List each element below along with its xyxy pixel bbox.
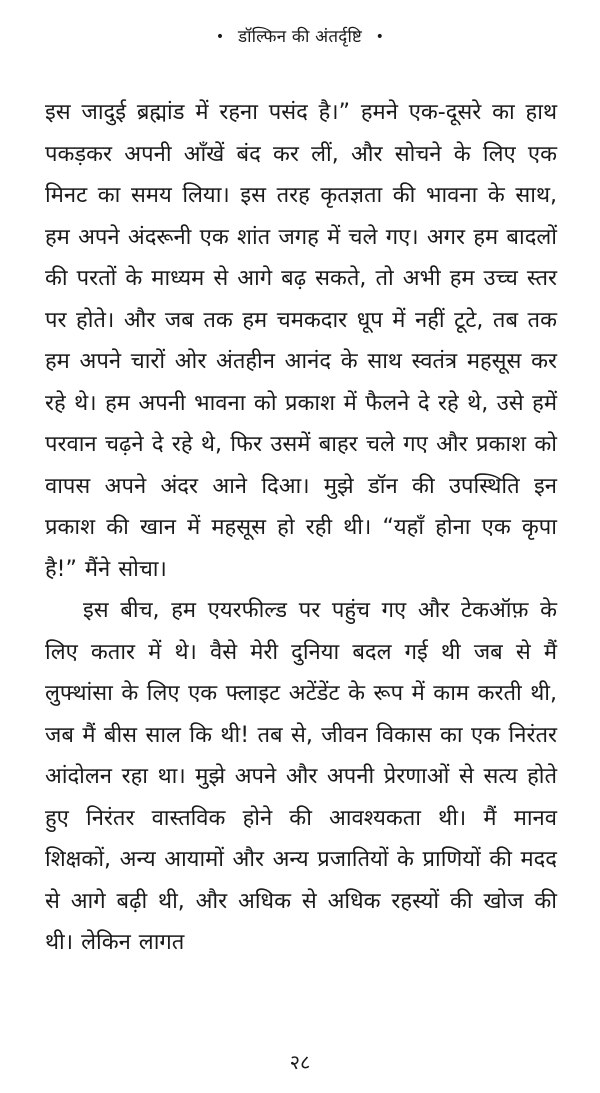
- header-bullet-right: •: [375, 29, 385, 45]
- body-text: [45, 92, 557, 964]
- page-number: २८: [289, 1050, 311, 1074]
- paragraph-2: इस बीच, हम एयरफील्ड पर पहुंच गए और टेकऑफ़ के लिए कतार में थे। वैसे मेरी दुनिया बदल गई थी जब से मैं लुफ्थांसा के लिए एक फ्लाइट अटेंडेंट के रूप में काम करती थी, जब मैं बीस साल कि थी! तब से, जीवन विकास का एक निरंतर आंदोलन रहा था। मुझे अपने और अपनी प्रेरणाओं से सत्य होते हुए निरंतर वास्तविक होने की आवश्यकता थी। मैं मानव शिक्षकों, अन्य आयामों और अन्य प्रजातियों के प्राणियों की मदद से आगे बढ़ी थी, और अधिक से अधिक रहस्यों की खोज की थी। लेकिन लागत: [45, 598, 557, 955]
- header-bullet-left: •: [215, 29, 225, 45]
- running-header: [0, 24, 600, 47]
- paragraph-1: इस जादुई ब्रह्मांड में रहना पसंद है।” हमने एक-दूसरे का हाथ पकड़कर अपनी आँखें बंद कर लीं, और सोचने के लिए एक मिनट का समय लिया। इस तरह कृतज्ञता की भावना के साथ, हम अपने अंदरूनी एक शांत जगह में चले गए। अगर हम बादलों की परतों के माध्यम से आगे बढ़ सकते, तो अभी हम उच्च स्तर पर होते। और जब तक हम चमकदार धूप में नहीं टूटे, तब तक हम अपने चारों ओर अंतहीन आनंद के साथ स्वतंत्र महसूस कर रहे थे। हम अपनी भावना को प्रकाश में फैलने दे रहे थे, उसे हमें परवान चढ़ने दे रहे थे, फिर उसमें बाहर चले गए और प्रकाश को वापस अपने अंदर आने दिआ। मुझे डॉन की उपस्थिति इन प्रकाश की खान में महसूस हो रही थी। “यहाँ होना एक कृपा है!” मैंने सोचा।: [45, 100, 557, 582]
- header-title: डॉल्फिन की अंतर्दृष्टि: [237, 27, 363, 47]
